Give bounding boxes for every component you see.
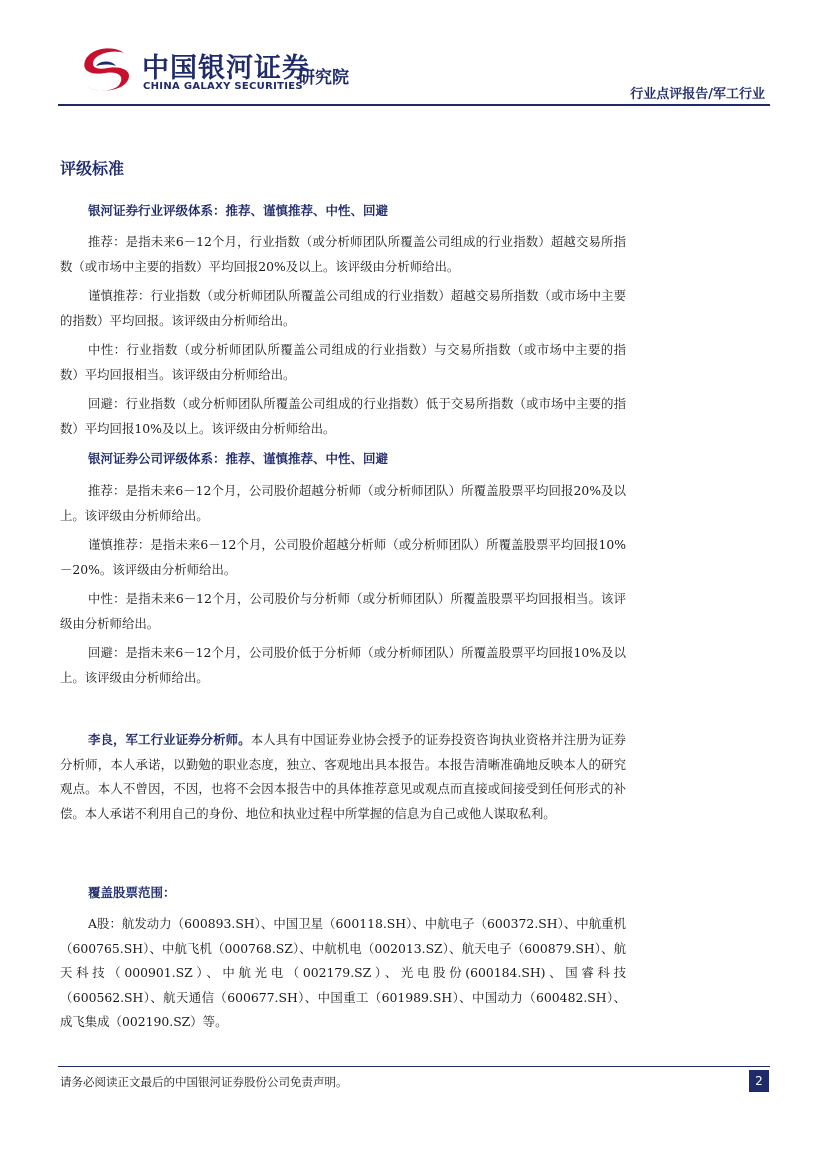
industry-rating-avoid: 回避：行业指数（或分析师团队所覆盖公司组成的行业指数）低于交易所指数（或市场中主要的指数）平均回报10%及以上。该评级由分析师给出。 — [60, 396, 626, 436]
analyst-statement — [60, 728, 626, 826]
company-rating-avoid: 回避：是指未来6－12个月，公司股价低于分析师（或分析师团队）所覆盖股票平均回报10%及以上。该评级由分析师给出。 — [60, 645, 626, 685]
industry-rating-neutral: 中性：行业指数（或分析师团队所覆盖公司组成的行业指数）与交易所指数（或市场中主要的指数）平均回报相当。该评级由分析师给出。 — [60, 342, 626, 382]
industry-rating-cautious: 谨慎推荐：行业指数（或分析师团队所覆盖公司组成的行业指数）超越交易所指数（或市场中主要的指数）平均回报。该评级由分析师给出。 — [60, 288, 626, 328]
report-type: 行业点评报告/军工行业 — [630, 87, 765, 102]
brand-institute: 研究院 — [298, 68, 349, 88]
analyst-name: 李良，军工行业证券分析师。 — [88, 732, 251, 747]
industry-rating-recommend: 推荐：是指未来6－12个月，行业指数（或分析师团队所覆盖公司组成的行业指数）超越交易所指数（或市场中主要的指数）平均回报20%及以上。该评级由分析师给出。 — [60, 234, 626, 274]
section-title: 评级标准 — [60, 159, 125, 178]
coverage-heading: 覆盖股票范围： — [88, 885, 176, 900]
brand-name-cn: 中国银河证券 — [142, 53, 310, 84]
coverage-stock-list: A股：航发动力（600893.SH）、中国卫星（600118.SH）、中航电子（600372.SH）、中航重机（600765.SH）、中航飞机（000768.SZ）、中航机电（002013.SZ）、航天电子（600879.SH）、航天科技（000901.SZ）、中航光电（002179.SZ）、光电股份(600184.SH)、国睿科技（600562.SH）、航天通信（600677.SH）、中国重工（601989.SH）、中国动力（600482.SH）、成飞集成（002190.SZ）等。 — [60, 916, 626, 1029]
company-rating-heading: 银河证券公司评级体系：推荐、谨慎推荐、中性、回避 — [88, 451, 389, 466]
galaxy-logo-icon — [78, 44, 134, 94]
company-rating-neutral: 中性：是指未来6－12个月，公司股价与分析师（或分析师团队）所覆盖股票平均回报相当。该评级由分析师给出。 — [60, 591, 626, 631]
page-header — [0, 0, 827, 110]
brand-name-en: CHINA GALAXY SECURITIES — [143, 81, 303, 92]
company-rating-cautious: 谨慎推荐：是指未来6－12个月，公司股价超越分析师（或分析师团队）所覆盖股票平均回报10%－20%。该评级由分析师给出。 — [60, 537, 626, 577]
analyst-statement-text: 本人具有中国证券业协会授予的证券投资咨询执业资格并注册为证券分析师，本人承诺，以勤勉的职业态度，独立、客观地出具本报告。本报告清晰准确地反映本人的研究观点。本人不曾因，不因，也将不会因本报告中的具体推荐意见或观点而直接或间接受到任何形式的补偿。本人承诺不利用自己的身份、地位和执业过程中所掌握的信息为自己或他人谋取私利。 — [60, 732, 627, 821]
footer-divider — [58, 1066, 770, 1067]
footer-disclaimer: 请务必阅读正文最后的中国银河证券股份公司免责声明。 — [60, 1075, 348, 1089]
company-rating-recommend: 推荐：是指未来6－12个月，公司股价超越分析师（或分析师团队）所覆盖股票平均回报20%及以上。该评级由分析师给出。 — [60, 483, 626, 523]
page-number: 2 — [749, 1070, 769, 1092]
header-divider — [58, 104, 770, 106]
industry-rating-heading: 银河证券行业评级体系：推荐、谨慎推荐、中性、回避 — [88, 203, 389, 218]
